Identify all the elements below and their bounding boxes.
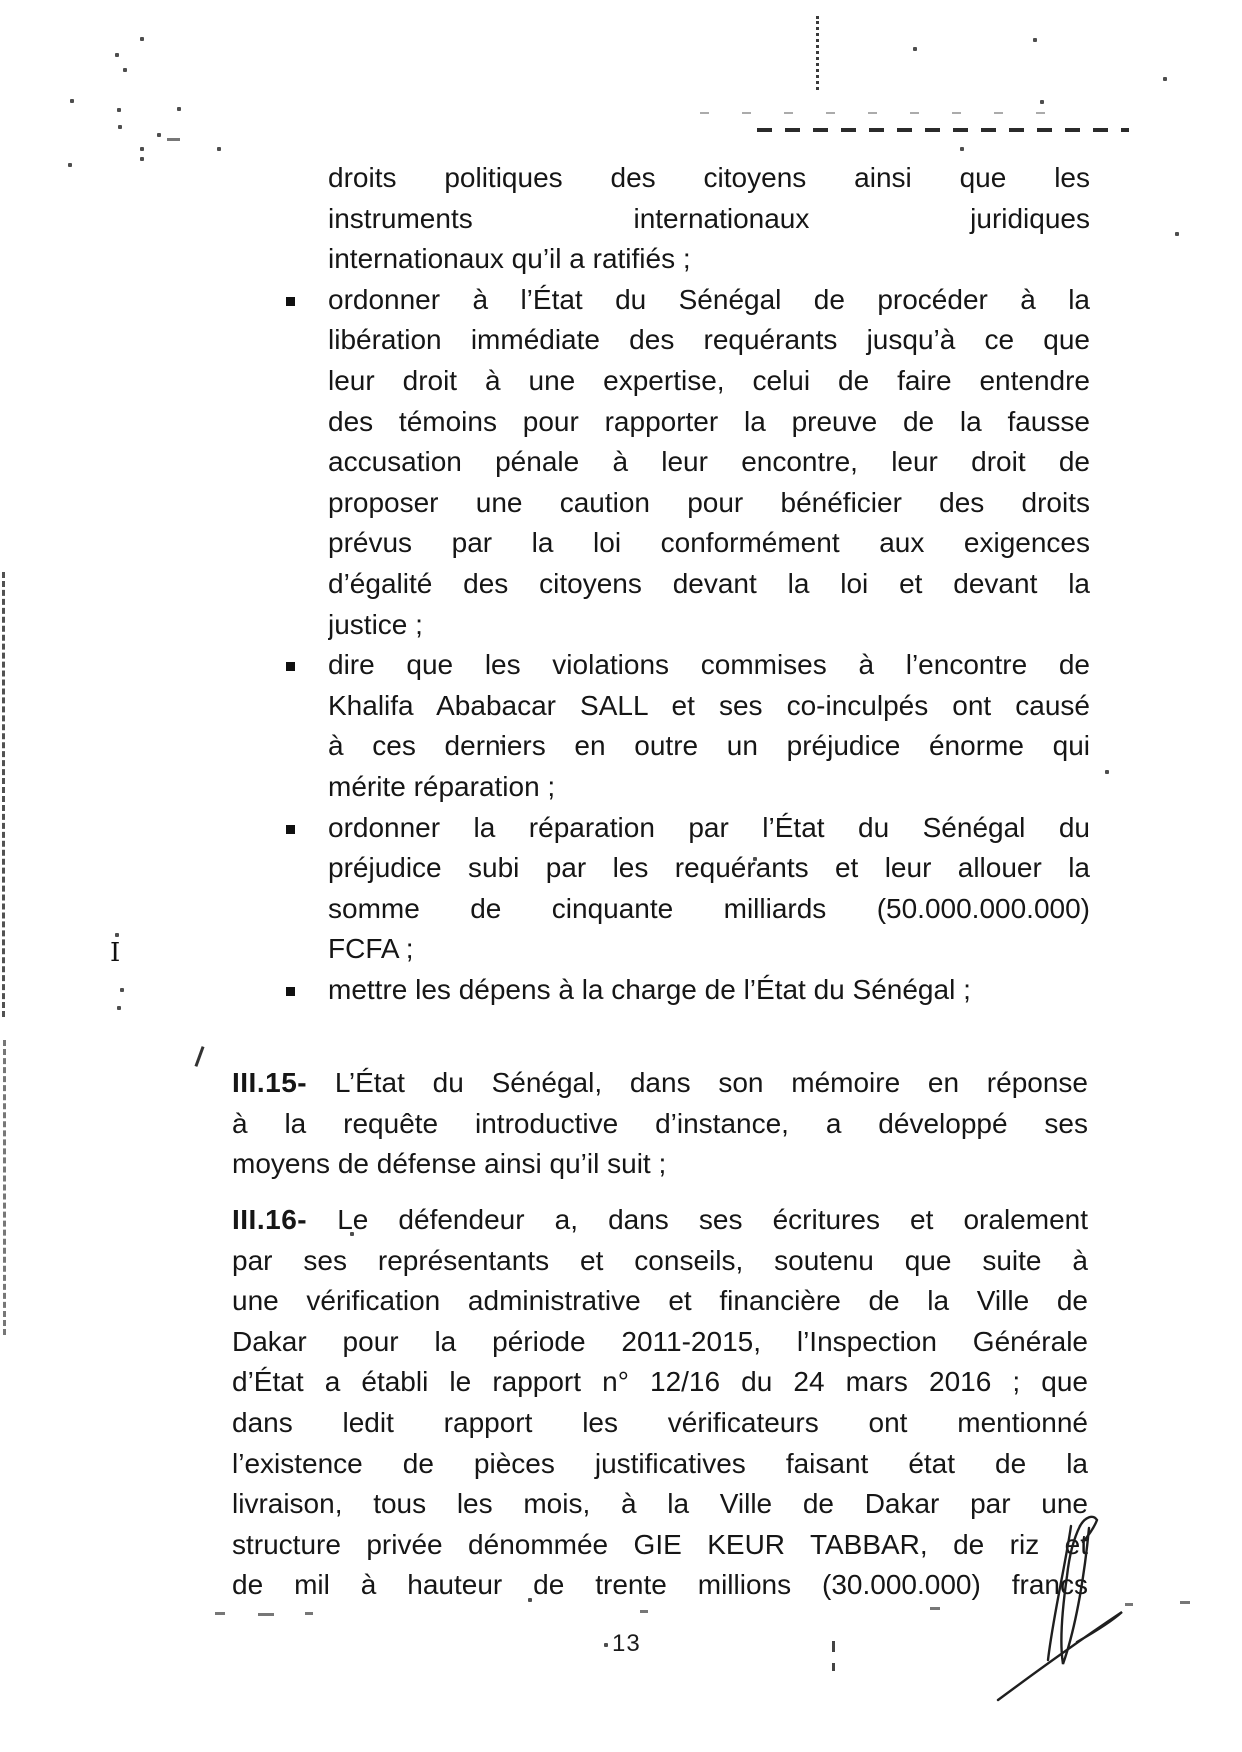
text-line: à la requête introductive d’instance, a développé ses [232,1107,1088,1139]
bullet-item [283,970,1090,1011]
horizontal-faint-dots [700,112,1060,114]
scan-dash-speck [258,1613,274,1616]
paragraph-iii-15 [232,1063,1088,1185]
text-line: d’État a établi le rapport n° 12/16 du 24 mars 2016 ; que [232,1366,1088,1398]
scan-speck [140,37,144,41]
scan-dash-speck [640,1610,648,1613]
scan-speck [1105,770,1109,774]
text-line: somme de cinquante milliards (50.000.000.000) [328,892,1090,924]
margin-slash-mark [194,1046,204,1067]
signature-paraph [985,1512,1150,1712]
paragraph-iii-16 [232,1200,1088,1606]
text-line: libération immédiate des requérants jusqu’à ce que [328,324,1090,356]
horizontal-dashed-line [757,128,1129,132]
scan-speck [177,107,181,111]
text-line: III.15- L’État du Sénégal, dans son mémoire en réponse [232,1067,1088,1098]
scan-speck [70,99,74,103]
text-line: par ses représentants et conseils, soutenu que suite à [232,1244,1088,1276]
text-line: III.16- Le défendeur a, dans ses écritures et oralement [232,1204,1088,1235]
text-line: structure privée dénommée GIE KEUR TABBAR, de riz et [232,1528,1088,1560]
scan-speck [115,933,119,937]
scan-dash-speck [305,1612,313,1615]
text-line: ordonner à l’État du Sénégal de procéder à la [328,283,1090,315]
text-line: instruments internationaux juridiques [328,202,1090,234]
text-line: de mil à hauteur de trente millions (30.000.000) francs [232,1569,1088,1601]
bullet-square-icon [286,987,295,996]
text-line: mérite réparation ; [328,770,556,802]
tick-mark [832,1663,835,1671]
scan-speck [1033,38,1037,42]
scan-speck [217,147,221,151]
scan-dash-speck [930,1607,940,1610]
text-line: une vérification administrative et financière de la Ville de [232,1285,1088,1317]
scan-speck [68,163,72,167]
text-line: dans ledit rapport les vérificateurs ont mentionné [232,1406,1088,1438]
bullet-lines [328,808,1090,970]
text-line: Dakar pour la période 2011-2015, l’Inspection Générale [232,1325,1088,1357]
text-line: droits politiques des citoyens ainsi que les [328,162,1090,193]
text-line: FCFA ; [328,933,414,965]
scan-dash-speck [1180,1601,1190,1604]
scan-speck [1040,100,1044,104]
text-line: accusation pénale à leur encontre, leur droit de [328,446,1090,478]
text-line: moyens de défense ainsi qu’il suit ; [232,1148,667,1180]
paragraph-number-label: III.16- [232,1204,308,1235]
scan-speck [960,147,964,151]
margin-i-mark: I [110,938,121,968]
scan-speck [115,53,119,57]
petition-bullet-list [283,280,1090,1011]
scan-speck [120,988,124,992]
text-line: des témoins pour rapporter la preuve de la fausse [328,405,1090,437]
paragraph-number-label: III.15- [232,1067,308,1098]
bullet-item [283,808,1090,970]
bullet-square-icon [286,662,295,671]
tick-mark [832,1641,835,1652]
text-line: mettre les dépens à la charge de l’État du Sénégal ; [328,973,971,1005]
text-line: livraison, tous les mois, à la Ville de Dakar par une [232,1488,1088,1520]
text-line: prévus par la loi conformément aux exigences [328,527,1090,559]
text-line: l’existence de pièces justificatives faisant état de la [232,1447,1088,1479]
continuation-lines [328,158,1090,280]
scan-speck [157,133,161,137]
scan-speck [913,47,917,51]
text-line: ordonner la réparation par l’État du Sénégal du [328,811,1090,843]
text-line: Khalifa Ababacar SALL et ses co-inculpés ont causé [328,689,1090,721]
scan-dash-speck [167,138,180,141]
scan-dash-speck [215,1612,225,1615]
text-line: justice ; [328,608,423,640]
bullet-square-icon [286,297,295,306]
scan-speck [604,1643,608,1647]
bullet-lines [328,970,1090,1011]
scan-speck [123,68,127,72]
petition-continuation [283,158,1090,280]
text-line: proposer une caution pour bénéficier des droits [328,486,1090,518]
scan-speck [140,147,144,151]
scan-speck [1163,77,1167,81]
left-margin-dashed-line [3,1040,6,1335]
bullet-square-icon [286,825,295,834]
bullet-lines [328,280,1090,645]
top-dotted-line [816,16,819,90]
bullet-lines [328,645,1090,807]
scan-speck [1175,232,1179,236]
text-line: préjudice subi par les requérants et leur allouer la [328,852,1090,884]
page-number: 13 [612,1630,641,1657]
scan-speck [140,157,144,161]
left-margin-dashed-line [2,572,5,1017]
scan-speck [118,125,122,129]
bullet-item [283,280,1090,645]
text-line: internationaux qu’il a ratifiés ; [328,243,691,275]
text-line: d’égalité des citoyens devant la loi et devant la [328,567,1090,599]
text-line: leur droit à une expertise, celui de faire entendre [328,364,1090,396]
scan-speck [117,108,121,112]
text-line: dire que les violations commises à l’encontre de [328,649,1090,681]
bullet-item [283,645,1090,807]
text-line: à ces derniers en outre un préjudice énorme qui [328,730,1090,762]
scan-speck [117,1006,121,1010]
